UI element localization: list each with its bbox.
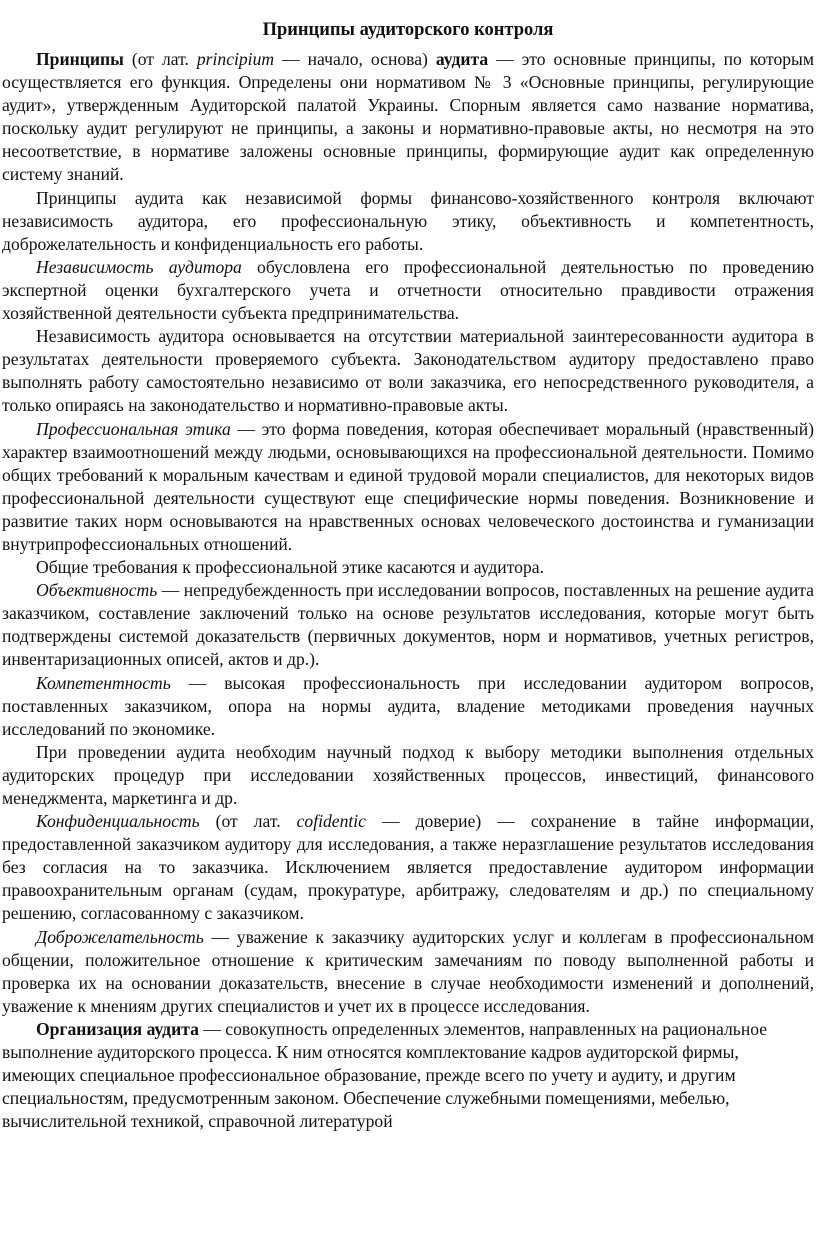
- term-audit: аудита: [435, 49, 489, 69]
- term-principles: Принципы: [36, 49, 124, 69]
- latin-term: cofidentic: [296, 811, 366, 832]
- term-independence: Независимость аудитора: [36, 256, 242, 277]
- text-fragment: — совокупность определенных элементов, направленных на рациональное выполнение аудиторского процесса. К ним относятся комплектование кадров аудиторской фирмы, имеющих специальное профессиональное образование, прежде всего по учету и аудиту, и другим специальностям, предусмотренным законом. Обеспечение служебными помещениями, мебелью, вычислительной техникой, справочной литературой: [2, 1018, 768, 1132]
- text-fragment: обусловлена его профессиональной деятельностью по проведению экспертной оценки бухгалтерского учета и отчетности относительно правдивости отражения хозяйственной деятельности субъекта предпринимательства.: [2, 256, 814, 324]
- paragraph-principles: [2, 48, 814, 187]
- paragraph-confidentiality: [2, 810, 814, 925]
- paragraph-audit-principles: Принципы аудита как независимой формы финансово-хозяйственного контроля включают независимость аудитора, его профессиональную этику, объективность и компетентность, доброжелательность и конфиденциальность его работы.: [2, 187, 814, 254]
- term-confidentiality: Конфиденциальность: [36, 811, 200, 832]
- paragraph-scientific-approach: При проведении аудита необходим научный подход к выбору методики выполнения отдельных аудиторских процедур при исследовании хозяйственных процессов, инвестиций, финансового менеджмента, маркетинга и др.: [2, 741, 814, 808]
- term-objectivity: Объективность: [36, 580, 158, 601]
- term-audit-organization: Организация аудита: [36, 1018, 199, 1039]
- text-fragment: — это основные принципы, по которым осуществляется его функция. Определены они нормативом № 3 «Основные принципы, регулирующие аудит», утвержденным Аудиторской палатой Украины. Спорным является само название норматива, поскольку аудит регулируют не принципы, а законы и нормативно-правовые акты, но несмотря на это несоответствие, в нормативе заложены основные принципы, формирующие аудит как определенную систему знаний.: [2, 49, 814, 185]
- document-title: Принципы аудиторского контроля: [262, 20, 554, 40]
- text-fragment: — это форма поведения, которая обеспечивает моральный (нравственный) характер взаимоотношений между людьми, основывающихся на профессиональной деятельности. Помимо общих требований к моральным качествам и единой трудовой морали специалистов, для некоторых видов профессиональной деятельности существуют еще специфические нормы поведения. Возникновение и развитие таких норм основываются на нравственных основах человеческого достоинства и гуманизации внутрипрофессиональных отношений.: [2, 418, 814, 554]
- text-fragment: (от лат.: [123, 49, 197, 69]
- term-goodwill: Доброжелательность: [36, 926, 204, 947]
- text-fragment: (от лат.: [199, 811, 297, 832]
- term-ethics: Профессиональная этика: [36, 418, 231, 439]
- text-fragment: — доверие) — сохранение в тайне информации, предоставленной заказчиком аудитору для исследования, а также неразглашение результатов исследования без согласия на то заказчика. Исключением является предоставление аудитором информации правоохранительным органам (судам, прокуратуре, арбитражу, следователям и др.) по специальному решению, согласованному с заказчиком.: [2, 811, 814, 924]
- text-fragment: — начало, основа): [274, 49, 436, 69]
- paragraph-independence-basis: Независимость аудитора основывается на отсутствии материальной заинтересованности аудитора в результатах деятельности проверяемого субъекта. Законодательством аудитору предоставлено право выполнять работу самостоятельно независимо от воли заказчика, его непосредственного руководителя, а только опираясь на законодательство и нормативно-правовые акты.: [2, 326, 814, 416]
- latin-term: principium: [196, 49, 275, 69]
- paragraph-independence: [2, 256, 814, 325]
- text-fragment: — уважение к заказчику аудиторских услуг и коллегам в профессиональном общении, положительное отношение к критическим замечаниям по поводу выполненной работы и проверка их на основании доказательств, внесение в случае необходимости изменений и дополнений, уважение к мнениям других специалистов и учет их в процессе исследования.: [2, 926, 814, 1016]
- paragraph-general-requirements: Общие требования к профессиональной этике касаются и аудитора.: [36, 557, 544, 578]
- text-fragment: — непредубежденность при исследовании вопросов, поставленных на решение аудита заказчиком, составление заключений только на основе результатов исследования, которые могут быть подтверждены системой доказательств (первичных документов, норм и нормативов, учетных регистров, инвентаризационных описей, актов и др.).: [2, 580, 814, 670]
- text-fragment: — высокая профессиональность при исследовании аудитором вопросов, поставленных заказчиком, опора на нормы аудита, владение методиками проведения научных исследований по экономике.: [2, 672, 814, 739]
- paragraph-goodwill: [2, 926, 814, 1018]
- term-competence: Компетентность: [36, 672, 171, 693]
- paragraph-ethics: [2, 418, 814, 557]
- paragraph-audit-organization: [2, 1018, 814, 1133]
- paragraph-competence: [2, 672, 814, 741]
- paragraph-objectivity: [2, 579, 814, 671]
